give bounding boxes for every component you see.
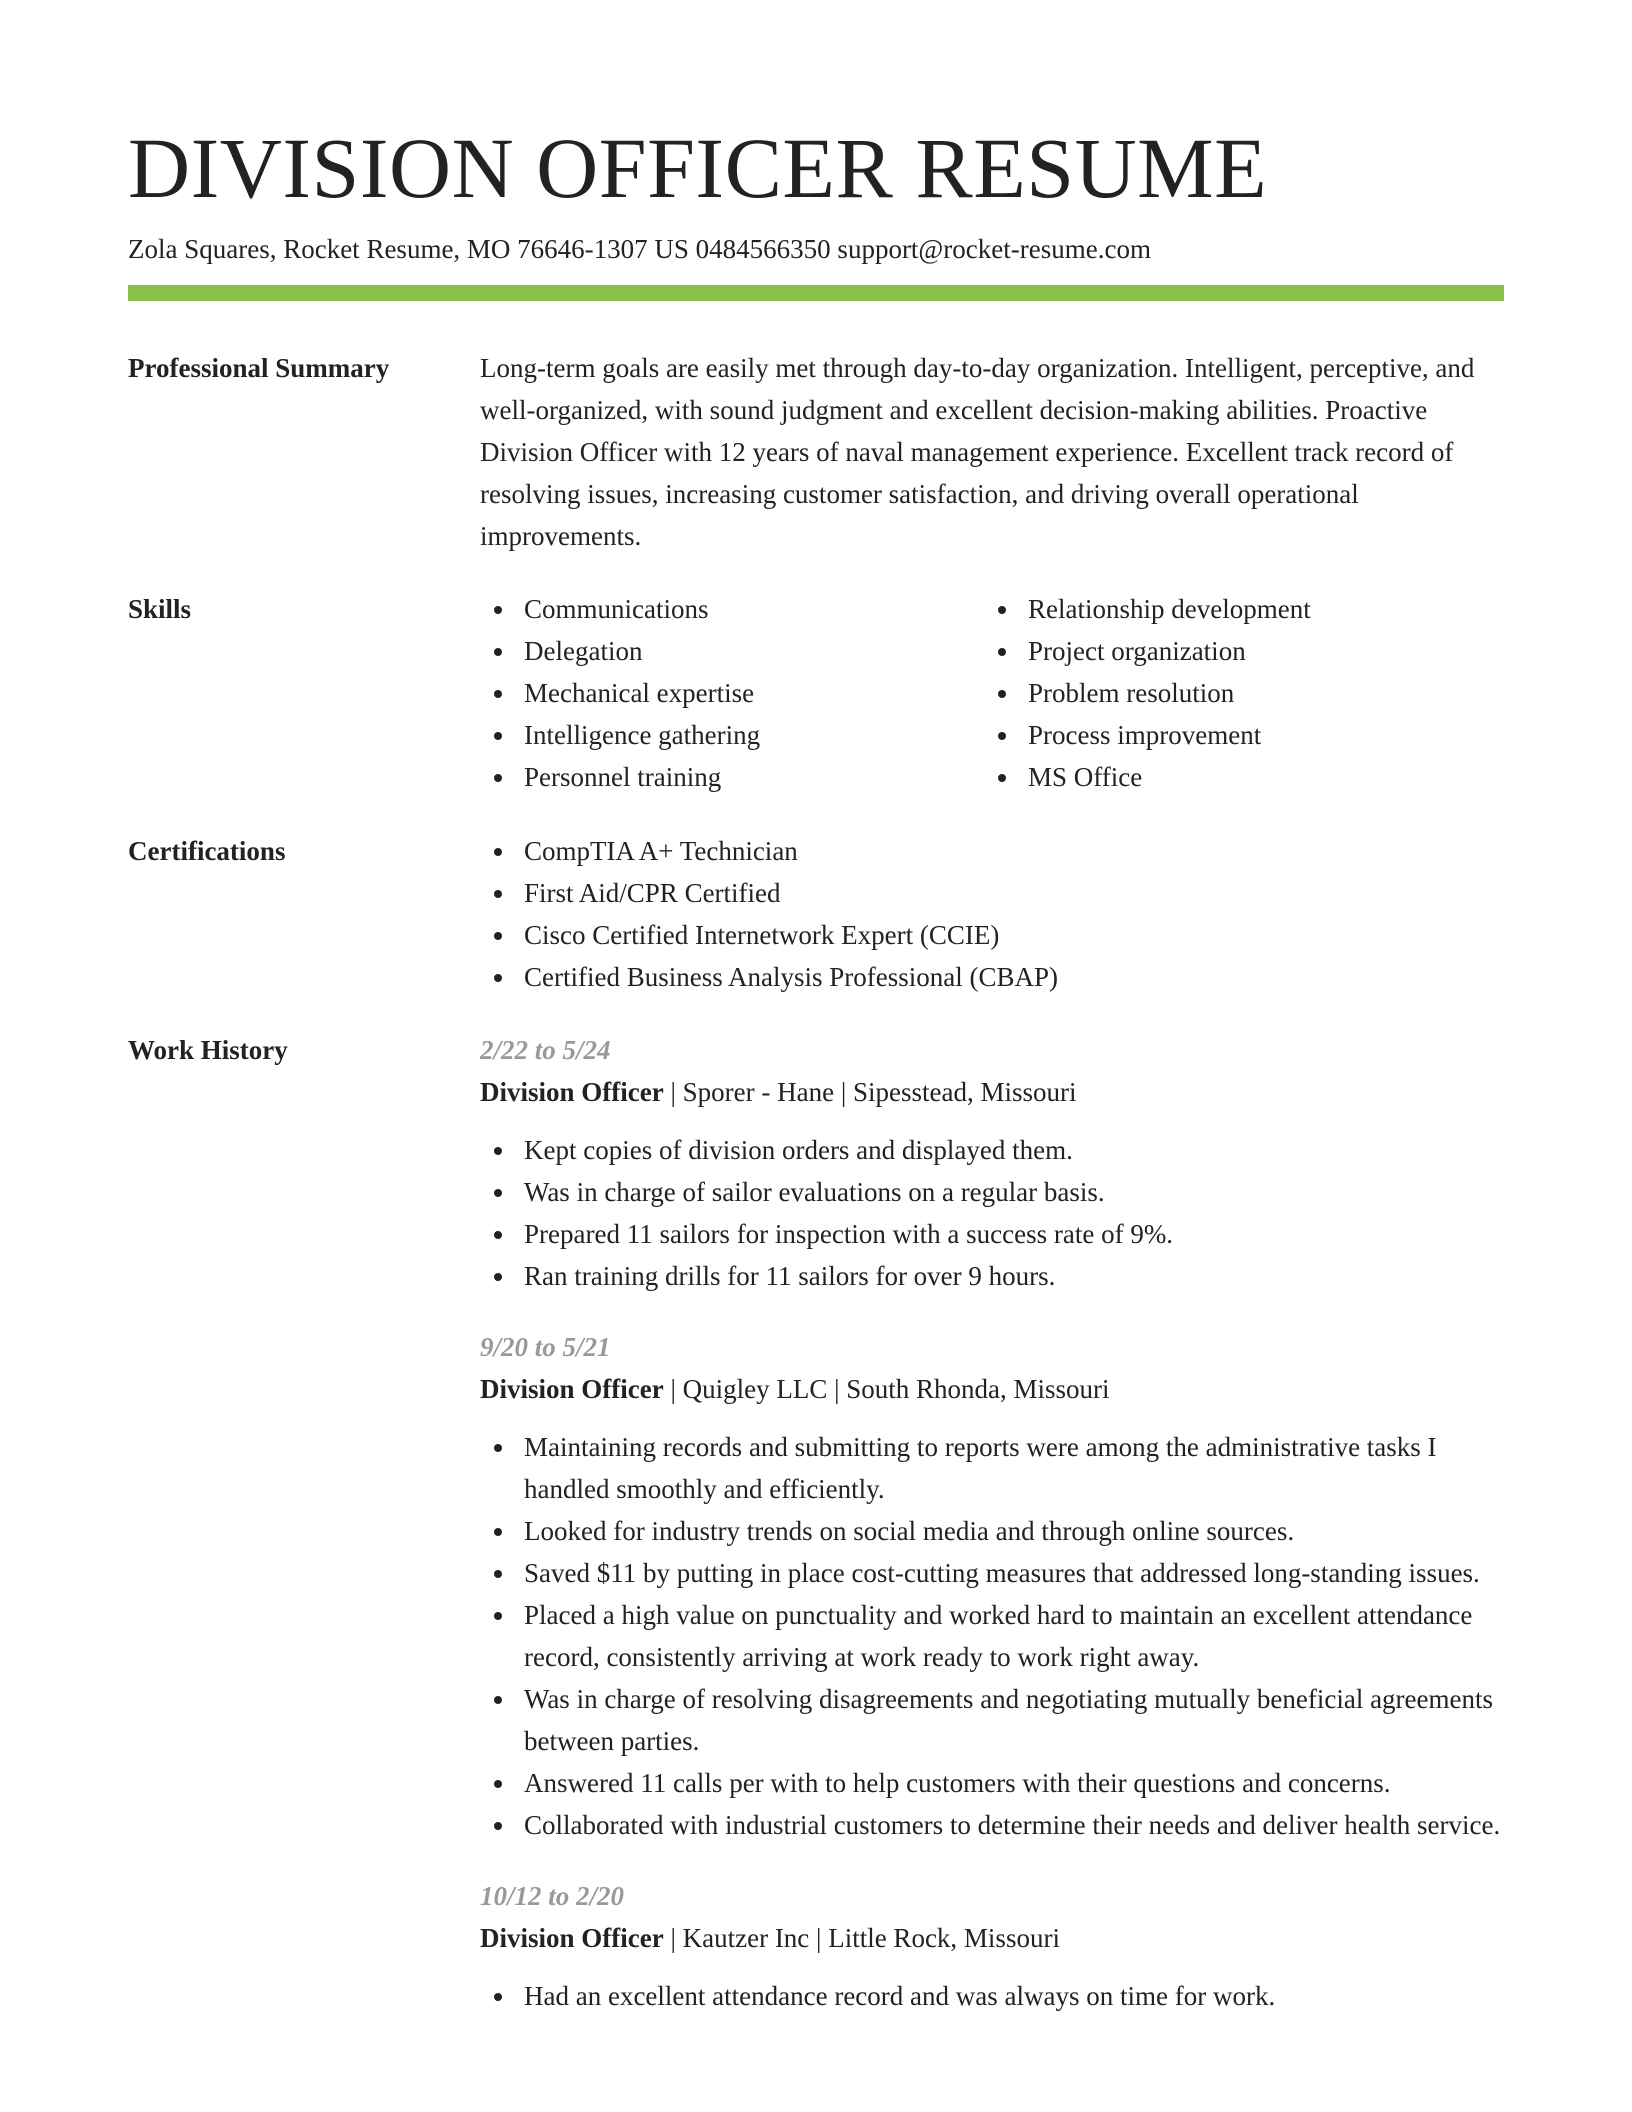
job-heading [480,1368,1504,1410]
section-label-certifications: Certifications [128,836,286,866]
job-duty: Saved $11 by putting in place cost-cutting measures that addressed long-standing issues. [480,1552,1504,1594]
job-duties-list [480,1426,1504,1846]
section-label-skills: Skills [128,594,192,624]
job-duty: Answered 11 calls per with to help customers with their questions and concerns. [480,1762,1504,1804]
job-location: Sipesstead, Missouri [852,1077,1077,1107]
job-entry [480,1875,1504,2017]
skill-item: MS Office [984,756,1488,798]
resume-title: DIVISION OFFICER RESUME [128,120,1268,216]
skill-item: Communications [480,588,984,630]
job-duty: Was in charge of resolving disagreements and negotiating mutually beneficial agreements between parties. [480,1678,1504,1762]
job-dates: 9/20 to 5/21 [480,1332,611,1362]
work-history-body [480,1029,1504,2017]
section-label-work-history: Work History [128,1035,288,1065]
job-location: South Rhonda, Missouri [846,1374,1110,1404]
skill-item: Delegation [480,630,984,672]
skills-column-right [984,588,1488,798]
job-heading [480,1917,1504,1959]
job-separator: | [809,1923,829,1953]
job-title: Division Officer [480,1923,664,1953]
certifications-list [480,830,1504,998]
contact-line: Zola Squares, Rocket Resume, MO 76646-1307 US 0484566350 support@rocket-resume.com [128,234,1151,264]
job-duties-list [480,1129,1504,1297]
skill-item: Process improvement [984,714,1488,756]
skill-item: Relationship development [984,588,1488,630]
job-separator: | [663,1374,683,1404]
certifications-body [480,830,1504,998]
job-location: Little Rock, Missouri [828,1923,1060,1953]
job-duty: Looked for industry trends on social media and through online sources. [480,1510,1504,1552]
certification-item: Cisco Certified Internetwork Expert (CCIE) [480,914,1504,956]
job-duty: Ran training drills for 11 sailors for over 9 hours. [480,1255,1504,1297]
job-separator: | [827,1374,847,1404]
job-duty: Was in charge of sailor evaluations on a regular basis. [480,1171,1504,1213]
job-entry [480,1326,1504,1846]
job-separator: | [834,1077,853,1107]
job-separator: | [663,1077,683,1107]
job-duty: Had an excellent attendance record and was always on time for work. [480,1975,1504,2017]
skills-list-left [480,588,984,798]
skill-item: Personnel training [480,756,984,798]
job-duty: Kept copies of division orders and displayed them. [480,1129,1504,1171]
job-duties-list [480,1975,1504,2017]
skill-item: Project organization [984,630,1488,672]
job-duty: Prepared 11 sailors for inspection with a success rate of 9%. [480,1213,1504,1255]
skills-body [480,588,1504,798]
job-company: Sporer - Hane [682,1077,835,1107]
job-separator: | [663,1923,683,1953]
job-duty: Maintaining records and submitting to reports were among the administrative tasks I handled smoothly and efficiently. [480,1426,1504,1510]
job-duty: Collaborated with industrial customers to determine their needs and deliver health service. [480,1804,1504,1846]
job-company: Quigley LLC [682,1374,828,1404]
summary-text: Long-term goals are easily met through day-to-day organization. Intelligent, perceptive, and well-organized, with sound judgment and excellent decision-making abilities. Proactive Division Officer with 12 years of naval management experience. Excellent track record of resolving issues, increasing customer satisfaction, and driving overall operational improvements. [480,353,1475,551]
skills-column-left [480,588,984,798]
certification-item: CompTIA A+ Technician [480,830,1504,872]
job-duty: Placed a high value on punctuality and worked hard to maintain an excellent attendance record, consistently arriving at work ready to work right away. [480,1594,1504,1678]
certification-item: First Aid/CPR Certified [480,872,1504,914]
skills-list-right [984,588,1488,798]
section-label-summary: Professional Summary [128,353,390,383]
header-divider [128,285,1504,301]
summary-body [480,347,1504,557]
skill-item: Problem resolution [984,672,1488,714]
job-title: Division Officer [480,1077,664,1107]
certification-item: Certified Business Analysis Professional (CBAP) [480,956,1504,998]
job-company: Kautzer Inc [682,1923,810,1953]
job-entry [480,1029,1504,1297]
job-title: Division Officer [480,1374,664,1404]
job-heading [480,1071,1504,1113]
skill-item: Intelligence gathering [480,714,984,756]
skill-item: Mechanical expertise [480,672,984,714]
job-dates: 2/22 to 5/24 [480,1035,611,1065]
job-dates: 10/12 to 2/20 [480,1881,625,1911]
